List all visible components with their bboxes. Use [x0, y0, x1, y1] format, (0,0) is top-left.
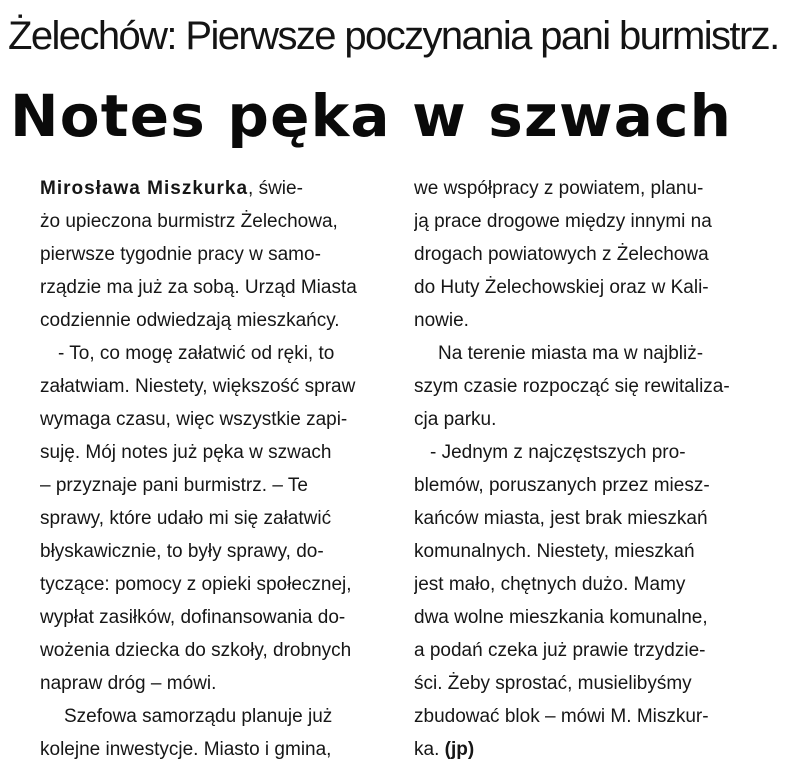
text-line: ści. Żeby sprostać, musielibyśmy [414, 673, 692, 694]
text-line: wożenia dziecka do szkoły, drobnych [40, 640, 352, 661]
text-line-fragment: ka. [414, 739, 445, 760]
left-column [40, 172, 404, 766]
text-line [40, 172, 404, 205]
text-line: napraw dróg – mówi. [40, 673, 217, 694]
text-line: blemów, poruszanych przez miesz- [414, 475, 710, 496]
text-line: do Huty Żelechowskiej oraz w Kali- [414, 277, 709, 298]
text-line: suję. Mój notes już pęka w szwach [40, 442, 332, 463]
text-line: wypłat zasiłków, dofinansowania do- [40, 607, 346, 628]
text-line: tyczące: pomocy z opieki społecznej, [40, 574, 352, 595]
text-line: sprawy, które udało mi się załatwić [40, 508, 332, 529]
text-line: wymaga czasu, więc wszystkie zapi- [40, 409, 348, 430]
article-headline: Notes pęka w szwach [10, 82, 733, 150]
author-name: Mirosława Miszkurka [40, 178, 249, 199]
text-line: kolejne inwestycje. Miasto i gmina, [40, 739, 332, 760]
text-line [414, 733, 778, 766]
text-line: cja parku. [414, 409, 497, 430]
text-line: pierwsze tygodnie pracy w samo- [40, 244, 321, 265]
text-line-fragment: , świe- [248, 178, 303, 199]
article-kicker: Żelechów: Pierwsze poczynania pani burmistrz. [8, 14, 779, 58]
text-line: jest mało, chętnych dużo. Mamy [414, 574, 686, 595]
text-line: Na terenie miasta ma w najbliż- [438, 343, 704, 364]
text-line: - To, co mogę załatwić od ręki, to [58, 343, 335, 364]
text-line: Szefowa samorządu planuje już [64, 706, 333, 727]
text-line: dwa wolne mieszkania komunalne, [414, 607, 708, 628]
text-line: - Jednym z najczęstszych pro- [430, 442, 686, 463]
text-line: komunalnych. Niestety, mieszkań [414, 541, 695, 562]
text-line: szym czasie rozpocząć się rewitaliza- [414, 376, 730, 397]
text-line: nowie. [414, 310, 469, 331]
text-line: we współpracy z powiatem, planu- [414, 178, 704, 199]
text-line: a podań czeka już prawie trzydzie- [414, 640, 706, 661]
text-line: załatwiam. Niestety, większość spraw [40, 376, 356, 397]
author-signature: (jp) [444, 739, 475, 760]
text-line: codziennie odwiedzają mieszkańcy. [40, 310, 340, 331]
text-line: ją prace drogowe między innymi na [414, 211, 712, 232]
text-line: rządzie ma już za sobą. Urząd Miasta [40, 277, 357, 298]
text-line: żo upieczona burmistrz Żelechowa, [40, 211, 338, 232]
text-line: zbudować blok – mówi M. Miszkur- [414, 706, 709, 727]
text-line: błyskawicznie, to były sprawy, do- [40, 541, 324, 562]
text-line: – przyznaje pani burmistrz. – Te [40, 475, 308, 496]
text-line: drogach powiatowych z Żelechowa [414, 244, 709, 265]
text-line: kańców miasta, jest brak mieszkań [414, 508, 708, 529]
right-column [414, 172, 778, 766]
